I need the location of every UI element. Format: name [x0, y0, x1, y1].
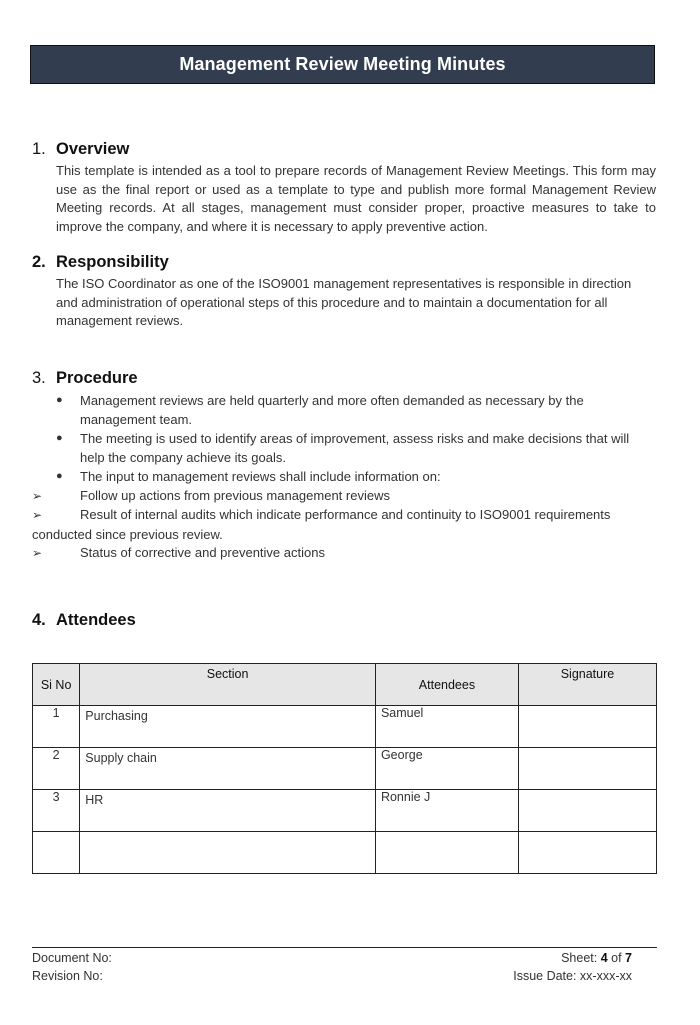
header-attendees: Attendees: [375, 664, 518, 706]
section-heading-procedure: [32, 369, 138, 388]
cell-section: Purchasing: [80, 706, 376, 748]
table-row: [33, 790, 657, 832]
table-row: [33, 832, 657, 874]
issue-date-label: Issue Date:: [513, 969, 580, 983]
document-no-label: Document No:: [32, 951, 112, 965]
revision-no-label: Revision No:: [32, 969, 103, 983]
cell-si-no: [33, 832, 80, 874]
bullet-icon: ●: [56, 394, 63, 406]
procedure-sub-item: [32, 486, 652, 506]
title-banner: [30, 45, 655, 84]
cell-attendee: Ronnie J: [375, 790, 518, 832]
bullet-text: The meeting is used to identify areas of improvement, assess risks and make decisions that will help the company achieve its goals.: [80, 431, 630, 465]
section-number: 2.: [32, 253, 46, 271]
header-section: Section: [80, 664, 376, 706]
procedure-sub-item: [32, 543, 652, 563]
bullet-text: The input to management reviews shall include information on:: [80, 469, 441, 484]
section-number: 1.: [32, 140, 46, 158]
procedure-bullet: [56, 391, 656, 429]
cell-si-no: 1: [33, 706, 80, 748]
bullet-icon: ●: [56, 432, 63, 444]
cell-attendee: [375, 832, 518, 874]
cell-section: [80, 832, 376, 874]
issue-date: [513, 969, 632, 983]
header-si-no: Si No: [33, 664, 80, 706]
cell-signature[interactable]: [518, 832, 656, 874]
sheet-label: Sheet:: [561, 951, 601, 965]
section-number: 3.: [32, 369, 46, 387]
cell-section: Supply chain: [80, 748, 376, 790]
header-signature: Signature: [518, 664, 656, 706]
document-title: Management Review Meeting Minutes: [179, 54, 506, 74]
arrow-bullet-icon: ➢: [32, 508, 43, 522]
section-heading-overview: [32, 140, 129, 159]
section-title: Overview: [56, 140, 130, 158]
cell-si-no: 3: [33, 790, 80, 832]
attendees-table: [32, 663, 657, 874]
cell-section: HR: [80, 790, 376, 832]
section-title: Attendees: [56, 611, 136, 629]
footer-divider: [32, 947, 657, 948]
bullet-icon: ●: [56, 470, 63, 482]
sub-item-text: Result of internal audits which indicate performance and continuity to ISO9001 requirements conducted since previous review.: [32, 507, 611, 542]
procedure-bullet: [56, 429, 656, 467]
sub-item-text: Status of corrective and preventive actions: [80, 545, 325, 560]
table-header-row: [33, 664, 657, 706]
bullet-text: Management reviews are held quarterly and more often demanded as necessary by the management team.: [80, 393, 584, 427]
overview-text: This template is intended as a tool to prepare records of Management Review Meetings. This form may use as the final report or used as a template to type and publish more formal Management Review Meeting records. At all stages, management must consider proper, proactive measures to take to improve the company, and where it is necessary to apply preventive action.: [56, 163, 656, 234]
cell-signature[interactable]: [518, 790, 656, 832]
sub-item-text: Follow up actions from previous management reviews: [80, 488, 390, 503]
procedure-bullet: [56, 467, 656, 486]
sheet-total: 7: [625, 951, 632, 965]
issue-date-value: xx-xxx-xx: [579, 969, 632, 983]
cell-si-no: 2: [33, 748, 80, 790]
section-heading-responsibility: [32, 253, 169, 272]
arrow-bullet-icon: ➢: [32, 546, 43, 560]
sheet-of: of: [607, 951, 626, 965]
arrow-bullet-icon: ➢: [32, 489, 43, 503]
sheet-number: [561, 951, 632, 965]
cell-signature[interactable]: [518, 748, 656, 790]
procedure-sub-item: [32, 505, 652, 544]
sheet-current: 4: [600, 951, 608, 965]
responsibility-text: The ISO Coordinator as one of the ISO9001 management representatives is responsible in direction and administration of operational steps of this procedure and to maintain a documentation for all management reviews.: [56, 276, 632, 329]
table-row: [33, 748, 657, 790]
cell-attendee: George: [375, 748, 518, 790]
table-row: [33, 706, 657, 748]
section-title: Responsibility: [56, 253, 169, 271]
cell-signature[interactable]: [518, 706, 656, 748]
section-title: Procedure: [56, 369, 138, 387]
section-number: 4.: [32, 611, 46, 629]
cell-attendee: Samuel: [375, 706, 518, 748]
section-heading-attendees: [32, 611, 136, 630]
